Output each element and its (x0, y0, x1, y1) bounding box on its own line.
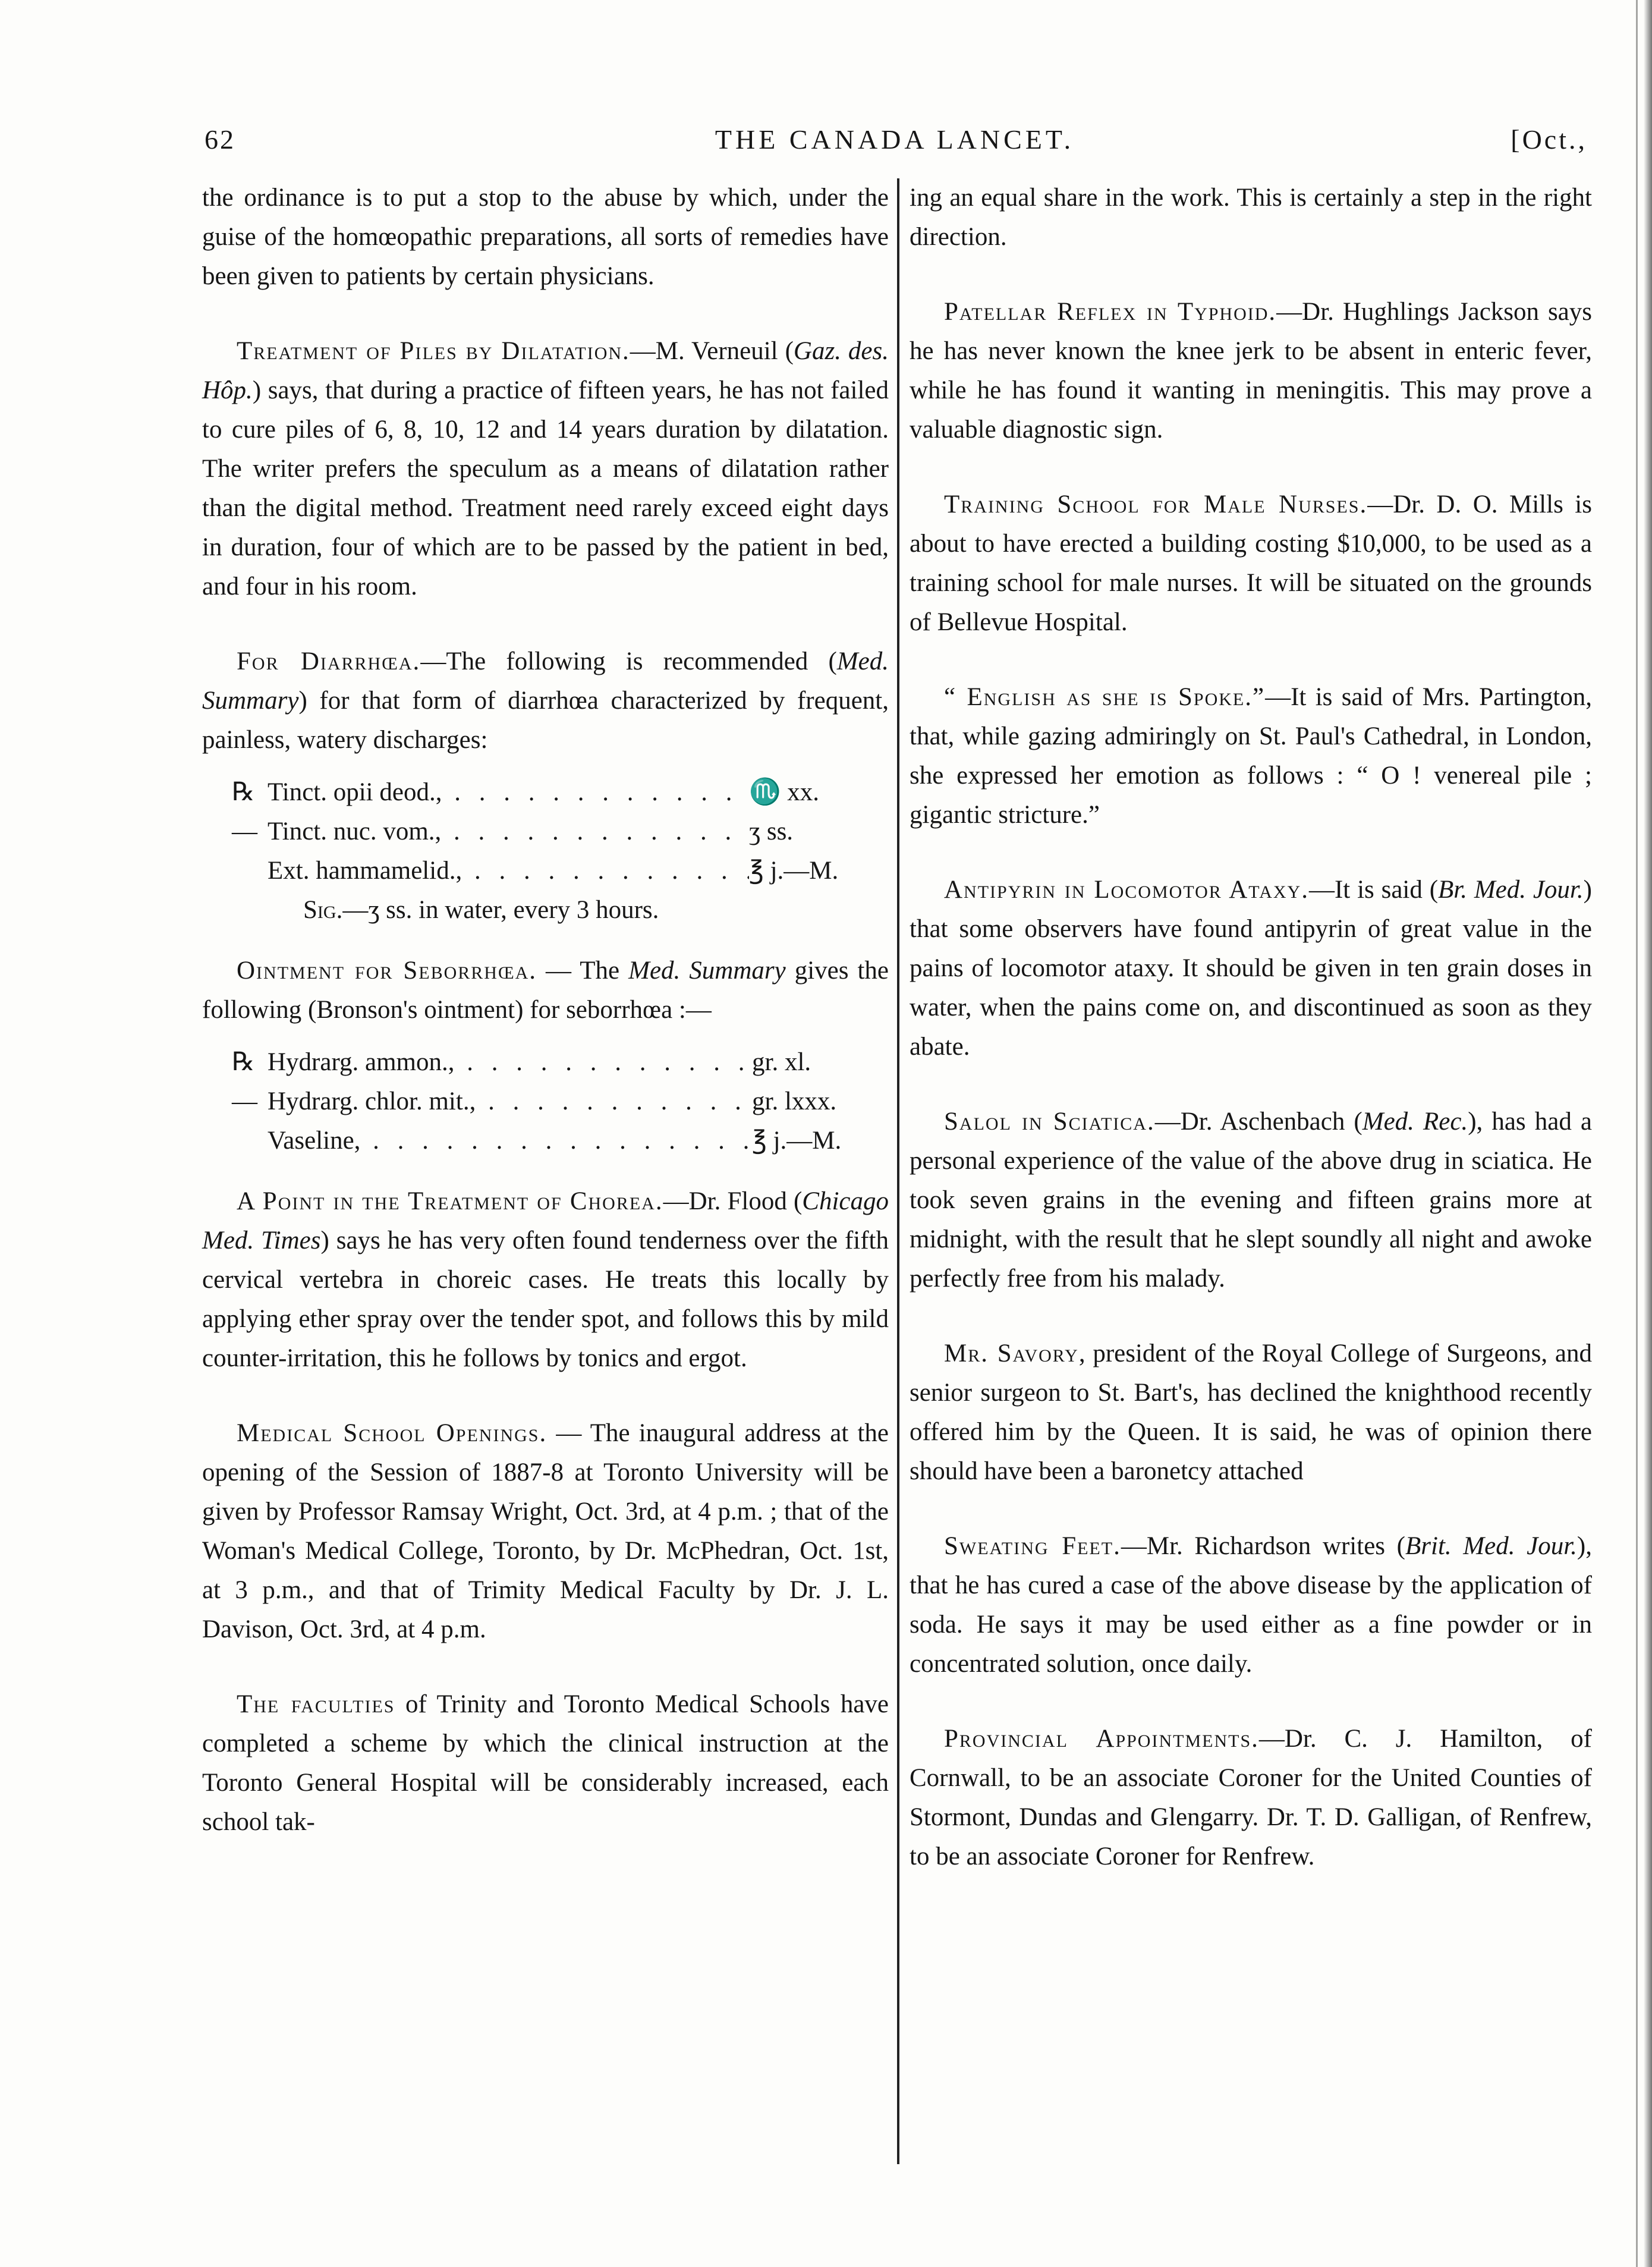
article-heading: Treatment of Piles by Dilatation. (237, 337, 630, 365)
article-continuation (202, 178, 889, 296)
paragraph-text: —M. Verneuil ( (630, 337, 794, 365)
paragraph-text: —Dr. Aschenbach ( (1154, 1108, 1362, 1136)
paragraph-text: —It is said of Mrs. Partington, that, while gazing admiringly on St. Paul's Cathedral, in London, she expressed her emotion as follows : “ O ! venereal pile ; gigantic stricture.” (910, 683, 1592, 829)
recipe-spacer (202, 1082, 268, 1121)
paragraph-text: ), that he has cured a case of the above disease by the application of soda. He says it may be used either as a fine powder or in concentrated solution, once daily. (910, 1532, 1592, 1678)
article-faculties (202, 1685, 889, 1842)
running-head (202, 118, 1587, 165)
article-antipyrin (910, 870, 1592, 1067)
article-heading: Training School for Male Nurses. (944, 490, 1368, 518)
citation: Med. Summary (628, 957, 786, 985)
paragraph-text: the ordinance is to put a stop to the abuse by which, under the guise of the homœopathic preparations, all sorts of remedies have been given to patients by certain physicians. (202, 184, 889, 290)
prescription-line (202, 1082, 889, 1121)
citation: Brit. Med. Jour. (1405, 1532, 1577, 1560)
article-heading: Medical School Openings. (237, 1419, 547, 1447)
ingredient-name: Tinct. opii deod., . . . (268, 773, 749, 812)
ingredient-dose: ℥ j.—M. (749, 857, 839, 885)
ingredient-dose: ℥ j.—M. (752, 1127, 842, 1155)
recipe-spacer (202, 851, 268, 891)
article-chorea (202, 1182, 889, 1378)
left-column (202, 178, 889, 1878)
article-sweating-feet (910, 1527, 1592, 1684)
issue-month: [Oct., (1511, 124, 1587, 155)
journal-title: THE CANADA LANCET. (715, 124, 1075, 155)
right-column (910, 178, 1592, 1912)
prescription-diarrhoea (202, 773, 889, 930)
ingredient-dose: gr. lxxx. (752, 1087, 837, 1115)
prescription-line (202, 812, 889, 851)
ingredient-dose: ʒ ss. (749, 817, 794, 845)
article-patellar-reflex (910, 293, 1592, 449)
article-continuation (910, 178, 1592, 257)
ingredient-dose: gr. xl. (752, 1048, 811, 1076)
article-mr-savory (910, 1334, 1592, 1491)
column-rule (897, 178, 899, 2164)
prescription-line (202, 1121, 889, 1161)
article-diarrhoea (202, 642, 889, 760)
article-piles-dilatation (202, 332, 889, 606)
page-edge-line (1636, 0, 1638, 2267)
paragraph-text: ) for that form of diarrhœa characterized by frequent, painless, watery discharges: (202, 687, 889, 754)
paragraph-text: —Mr. Richardson writes ( (1121, 1532, 1405, 1560)
citation: Br. Med. Jour. (1438, 876, 1584, 904)
prescription-line (202, 851, 889, 891)
article-heading: “ English as she is Spoke.” (944, 683, 1266, 711)
paragraph-text: — The inaugural address at the opening of the Session of 1887-8 at Toronto University will be given by Professor Ramsay Wright, Oct. 3rd, at 4 p.m. ; that of the Woman's Medical College, Toronto, by Dr. McPhedran, Oct. 1st, at 3 p.m., and that of Trimity Medical Faculty by Dr. J. L. Davison, Oct. 3rd, at 4 p.m. (202, 1419, 889, 1643)
article-salol-sciatica (910, 1102, 1592, 1298)
paragraph-text: ing an equal share in the work. This is certainly a step in the right direction. (910, 184, 1592, 251)
article-heading: Patellar Reflex in Typhoid. (944, 298, 1277, 326)
paragraph-text: , president of the Royal College of Surgeons, and senior surgeon to St. Bart's, has declined the knighthood recently offered him by the Queen. It is said, he was of opinion there should have been a baronetcy attached (910, 1340, 1593, 1485)
article-heading: The faculties (237, 1690, 395, 1718)
prescription-signa (202, 891, 889, 930)
paragraph-text: gives the following (Bronson's ointment) for seborrhœa :— (202, 957, 889, 1024)
paragraph-text: —Dr. Hughlings Jackson says he has never known the knee jerk to be absent in enteric fever, while he has found it wanting in meningitis. This may prove a valuable diagnostic sign. (910, 298, 1592, 444)
recipe-spacer (202, 812, 268, 851)
recipe-symbol: ℞— (232, 1048, 257, 1115)
ingredient-name: Hydrarg. ammon., . . . (268, 1043, 752, 1082)
article-heading: Sweating Feet. (944, 1532, 1121, 1560)
article-heading: For Diarrhœa. (237, 647, 421, 675)
paragraph-text: ) says he has very often found tenderness over the fifth cervical vertebra in choreic cases. He treats this locally by applying ether spray over the tender spot, and follows this by mild counter-irritation, this he follows by tonics and ergot. (202, 1227, 889, 1372)
article-heading: Mr. Savory (944, 1340, 1079, 1367)
article-heading: A Point in the Treatment of Chorea. (237, 1187, 663, 1215)
paragraph-text: —Dr. Flood ( (663, 1187, 803, 1215)
paragraph-text: of Trinity and Toronto Medical Schools have completed a scheme by which the clinical instruction at the Toronto General Hospital will be considerably increased, each school tak- (202, 1690, 889, 1836)
ingredient-dose: ♏ xx. (749, 778, 820, 806)
citation: Chicago Med. Times (202, 1187, 889, 1254)
ingredient-name: Hydrarg. chlor. mit., . . . (268, 1082, 752, 1121)
ingredient-name: Tinct. nuc. vom., . . . (268, 812, 749, 851)
signa-text: —ʒ ss. in water, every 3 hours. (342, 896, 659, 924)
article-heading: Provincial Appointments. (944, 1725, 1259, 1753)
article-heading: Antipyrin in Locomotor Ataxy. (944, 876, 1309, 904)
paragraph-text: ) says, that during a practice of fifteen years, he has not failed to cure piles of 6, 8, 10, 12 and 14 years duration by dilatation. The writer prefers the speculum as a means of dilatation rather than the digital method. Treatment need rarely exceed eight days in duration, four of which are to be passed by the patient in bed, and four in his room. (202, 376, 889, 600)
page-edge-shadow (1644, 0, 1652, 2267)
citation: Med. Rec. (1362, 1108, 1468, 1136)
ingredient-name: Ext. hammamelid., . . . (268, 851, 749, 891)
citation: Med. Summary (202, 647, 889, 715)
prescription-seborrhoea (202, 1043, 889, 1161)
article-provincial-appointments (910, 1719, 1592, 1876)
page-number: 62 (204, 124, 235, 155)
paragraph-text: — The (537, 957, 629, 985)
paragraph-text: —Dr. C. J. Hamilton, of Cornwall, to be an associate Coroner for the United Counties of Stormont, Dundas and Glengarry. Dr. T. D. Galligan, of Renfrew, to be an associate Coroner for Renfrew. (910, 1725, 1592, 1870)
paragraph-text: ) that some observers have found antipyrin of great value in the pains of locomotor ataxy. It should be given in ten grain doses in water, when the pains come on, and discontinued as soon as they abate. (910, 876, 1592, 1061)
ingredient-name: Vaseline, . . . (268, 1121, 752, 1161)
article-seborrhoea (202, 951, 889, 1030)
paragraph-text: ), has had a personal experience of the value of the above drug in sciatica. He took seven grains in the evening and fifteen grains more at midnight, with the result that he slept soundly all night and awoke perfectly free from his malady. (910, 1108, 1593, 1293)
paragraph-text: —Dr. D. O. Mills is about to have erected a building costing $10,000, to be used as a training school for male nurses. It will be situated on the grounds of Bellevue Hospital. (910, 490, 1592, 636)
article-heading: Ointment for Seborrhœa. (237, 957, 537, 985)
signa-label: Sig. (303, 896, 343, 924)
recipe-symbol: ℞— (232, 778, 257, 845)
recipe-spacer (202, 1121, 268, 1161)
article-heading: Salol in Sciatica. (944, 1108, 1155, 1136)
paragraph-text: —It is said ( (1308, 876, 1439, 904)
article-school-openings (202, 1414, 889, 1649)
citation: Gaz. des. Hôp. (202, 337, 889, 404)
article-english-spoke (910, 678, 1592, 835)
article-training-school (910, 485, 1592, 642)
paragraph-text: —The following is recommended ( (420, 647, 837, 675)
